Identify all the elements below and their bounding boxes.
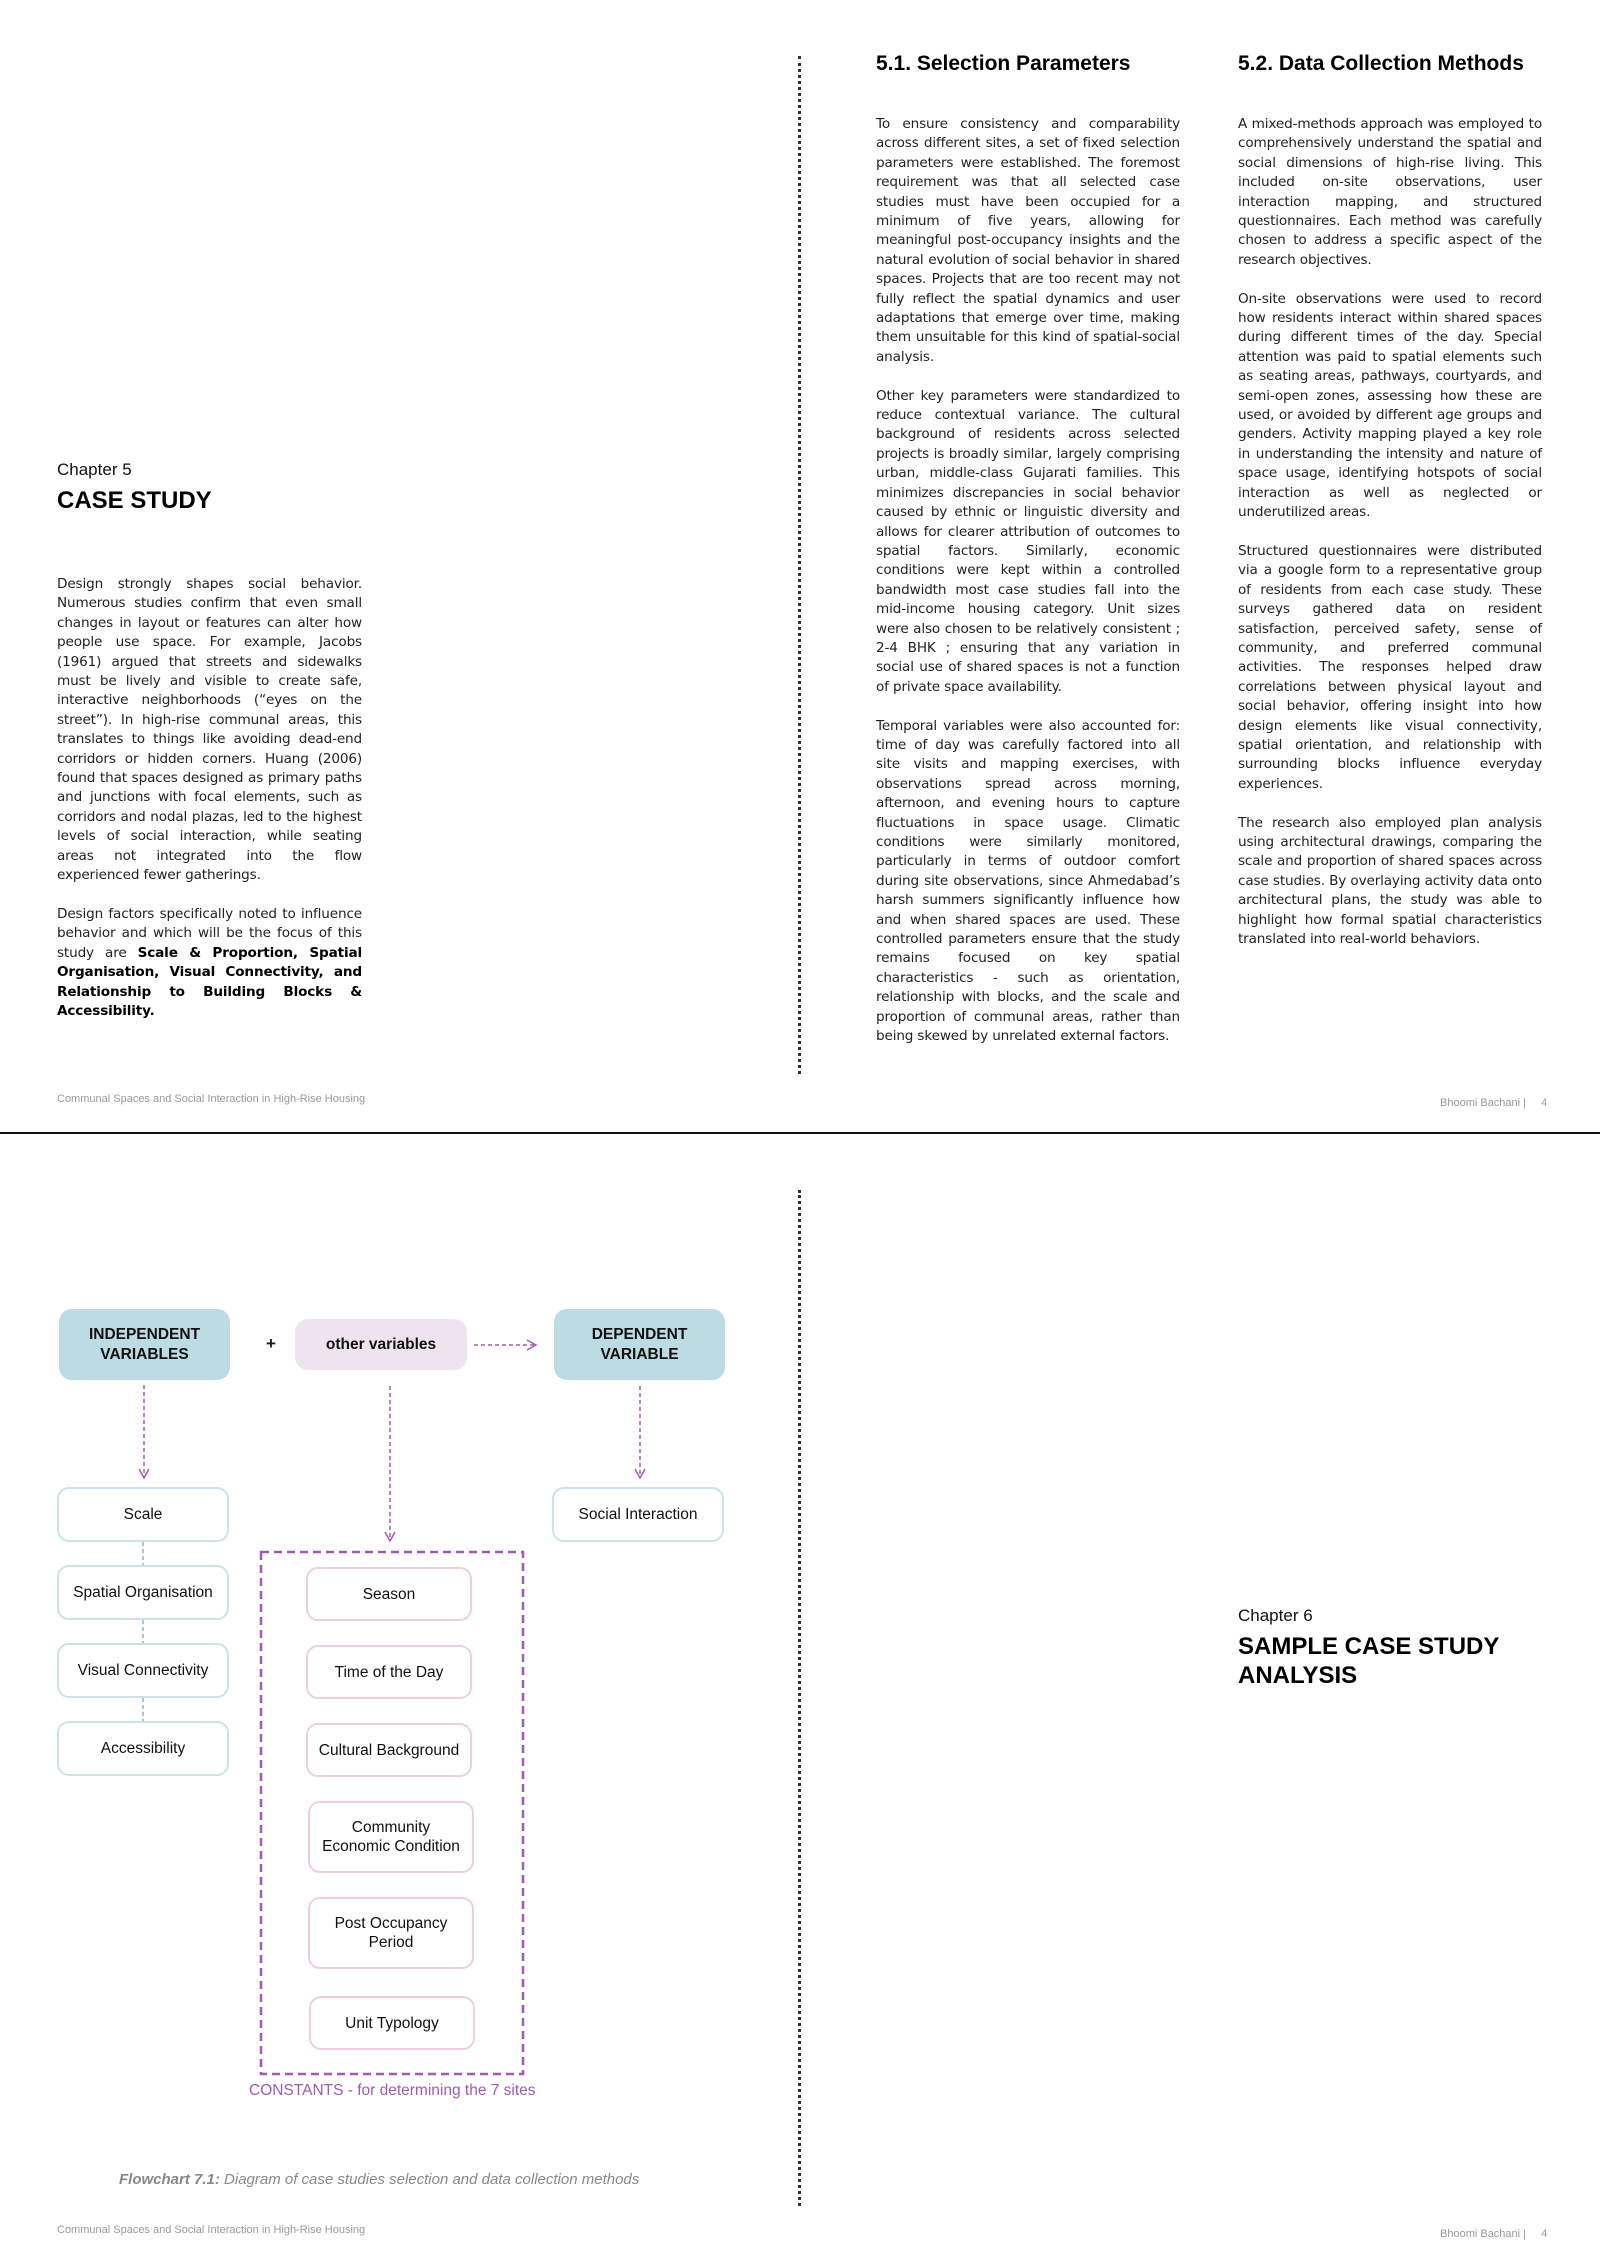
sec2-paragraph-4: The research also employed plan analysis using architectural drawings, comparing the scale and proportion of shared spaces across case studies. By overlaying activity data onto architectural plans, the study was able to highlight how formal spatial characteristics translated into real-world behaviors. (1238, 814, 1542, 948)
constant-season: Season (306, 1567, 472, 1621)
caption-text: Diagram of case studies selection and data collection methods (219, 2171, 640, 2188)
page1-number: 4 (1541, 1097, 1548, 1109)
other-variables-box: other variables (295, 1319, 467, 1370)
plus-sign: + (266, 1334, 276, 1353)
item-social-interaction: Social Interaction (552, 1487, 724, 1542)
page1-author: Bhoomi Bachani | (1440, 1097, 1527, 1109)
chapter6-title-line2: ANALYSIS (1238, 1662, 1358, 1689)
sec2-paragraph-1: A mixed-methods approach was employed to comprehensively understand the spatial and social dimensions of high-rise living. This included on-site observations, user interaction mapping, and structured questionnaires. Each method was carefully chosen to address a specific aspect of the research objectives. (1238, 116, 1542, 268)
sec1-paragraph-1: To ensure consistency and comparability across different sites, a set of fixed selection parameters were established. The foremost requirement was that all selected case studies must have been occupied for a minimum of five years, allowing for meaningful post-occupancy insights and the natural evolution of social behavior in shared spaces. Projects that are too recent may not fully reflect the spatial dynamics and user adaptations that emerge over time, making them unsuitable for this kind of spatial-social analysis. (876, 116, 1180, 365)
section-5-1-body (876, 115, 1180, 1066)
item-spatial-organisation: Spatial Organisation (57, 1565, 229, 1620)
constant-cultural-background: Cultural Background (306, 1723, 472, 1777)
sec2-paragraph-3: Structured questionnaires were distributed via a google form to a representative group of residents from each case study. These surveys gathered data on resident satisfaction, perceived safety, sense of community, and preferred communal activities. The responses helped draw correlations between physical layout and social behavior, offering insight into how design elements like visual connectivity, spatial orientation, and relationship with surrounding blocks influence everyday experiences. (1238, 542, 1542, 792)
page2-column-divider (798, 1190, 801, 2206)
chapter5-title: CASE STUDY (57, 487, 212, 514)
chapter6-title-line1: SAMPLE CASE STUDY (1238, 1633, 1500, 1660)
chapter6-label: Chapter 6 (1238, 1606, 1313, 1625)
intro-paragraph-2-lead: Design factors specifically noted to influence behavior and which will be the focus of this study are (57, 905, 362, 961)
intro-paragraph-2 (57, 905, 362, 1021)
intro-paragraph-1: Design strongly shapes social behavior. Numerous studies confirm that even small changes in layout or features can alter how people use space. For example, Jacobs (1961) argued that streets and sidewalks must be lively and visible to create safe, interactive neighborhoods (“eyes on the street”). In high-rise communal areas, this translates to things like avoiding dead-end corridors or hidden corners. Huang (2006) found that spaces designed as primary paths and junctions with focal elements, such as corridors and nodal plazas, led to the highest levels of social interaction, while seating areas not integrated into the flow experienced fewer gatherings. (57, 576, 362, 884)
page2-footer-title: Communal Spaces and Social Interaction in High-Rise Housing (57, 2224, 366, 2236)
sec1-paragraph-2: Other key parameters were standardized to reduce contextual variance. The cultural background of residents across selected projects is broadly similar, largely comprising urban, middle-class Gujarati families. This minimizes discrepancies in social behavior caused by ethnic or linguistic diversity and allows for clearer attribution of outcomes to spatial factors. Similarly, economic conditions were kept within a controlled bandwidth most case studies fall into the mid-income housing category. Unit sizes were also chosen to be relatively consistent ; 2-4 BHK ; ensuring that any variation in social use of shared spaces is not a function of private space availability. (876, 387, 1180, 695)
dependent-variable-box: DEPENDENT VARIABLE (554, 1309, 725, 1380)
flowchart-caption (119, 2171, 639, 2188)
item-scale: Scale (57, 1487, 229, 1542)
constant-time-of-day: Time of the Day (306, 1645, 472, 1699)
constant-community-economic-condition: Community Economic Condition (308, 1801, 474, 1873)
sec2-paragraph-2: On-site observations were used to record how residents interact within shared spaces during different times of the day. Special attention was paid to spatial elements such as seating areas, pathways, courtyards, and semi-open zones, assessing how these are used, or avoided by different age groups and genders. Activity mapping played a key role in understanding the intensity and nature of space usage, identifying hotspots of social interaction as well as neglected or underutilized areas. (1238, 290, 1542, 521)
sec1-paragraph-3: Temporal variables were also accounted for: time of day was carefully factored into all site visits and mapping exercises, with observations spread across morning, afternoon, and evening hours to capture fluctuations in space usage. Climatic conditions were similarly monitored, particularly in terms of outdoor comfort during site observations, since Ahmedabad’s harsh summers significantly influence how and when shared spaces are used. These controlled parameters ensure that the study remains focused on key spatial characteristics - such as orientation, relationship with blocks, and the scale and proportion of communal areas, rather than being skewed by unrelated external factors. (876, 717, 1180, 1045)
constant-post-occupancy-period: Post Occupancy Period (308, 1897, 474, 1969)
page2-number: 4 (1541, 2228, 1548, 2240)
constants-label: CONSTANTS - for determining the 7 sites (249, 2082, 536, 2099)
caption-number: Flowchart 7.1: (119, 2171, 220, 2188)
section-5-1-title: 5.1. Selection Parameters (876, 52, 1131, 75)
page2-author: Bhoomi Bachani | (1440, 2228, 1527, 2240)
constant-unit-typology: Unit Typology (309, 1996, 475, 2050)
chapter5-intro (57, 575, 362, 1041)
page1-footer-title: Communal Spaces and Social Interaction in High-Rise Housing (57, 1093, 366, 1105)
item-accessibility: Accessibility (57, 1721, 229, 1776)
independent-variables-box: INDEPENDENT VARIABLES (59, 1309, 230, 1380)
page2-footer-author (1440, 2228, 1547, 2240)
section-5-2-body (1238, 115, 1542, 969)
intro-paragraph-2-focus: Scale & Proportion, Spatial Organisation, Visual Connectivity, and Relationship to Building Blocks & Accessibility. (57, 944, 362, 1019)
section-5-2-title: 5.2. Data Collection Methods (1238, 52, 1524, 75)
page1-column-divider (798, 56, 801, 1074)
page1-footer-author (1440, 1097, 1547, 1109)
item-visual-connectivity: Visual Connectivity (57, 1643, 229, 1698)
chapter5-label: Chapter 5 (57, 460, 132, 479)
